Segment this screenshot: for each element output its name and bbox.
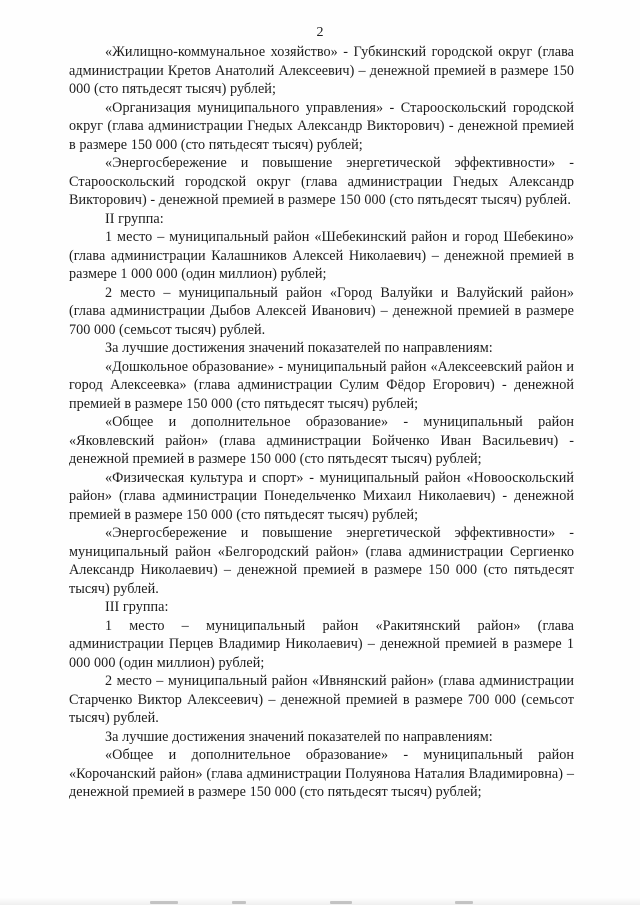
scan-artifact-mark [150, 901, 178, 904]
scan-artifact-mark [232, 901, 246, 904]
paragraph-general-education-yakovlevsky: «Общее и дополнительное образование» - муниципальный район «Яковлевский район» (глава администрации Бойченко Иван Васильевич) - денежной премией в размере 150 000 (сто пятьдесят тысяч) рублей; [69, 414, 574, 467]
paragraph-physical-culture-sport: «Физическая культура и спорт» - муниципальный район «Новооскольский район» (глава администрации Понедельченко Михаил Николаевич) - денежной премией в размере 150 000 (сто пятьдесят тысяч) рублей; [69, 469, 574, 523]
paragraph-housing-utilities: «Жилищно-коммунальное хозяйство» - Губкинский городской округ (глава администрации Кретов Анатолий Алексеевич) – денежной премией в размере 150 000 (сто пятьдесят тысяч) рублей; [69, 44, 574, 97]
paragraph-general-education-korocha: «Общее и дополнительное образование» - муниципальный район «Корочанский район» (глава администрации Полуянова Наталия Владимировна) – денежной премией в размере 150 000 (сто пятьдесят тысяч) рублей; [69, 747, 574, 800]
paragraph-group-2-place-1: 1 место – муниципальный район «Шебекинский район и город Шебекино» (глава администрации Калашников Алексей Николаевич) – денежной премией в размере 1 000 000 (один миллион) рублей; [69, 229, 574, 282]
document-body [69, 43, 574, 802]
paragraph-group-2-achievements-intro: За лучшие достижения значений показателей по направлениям: [105, 340, 493, 356]
paragraph-municipal-management: «Организация муниципального управления» - Старооскольский городской округ (глава администрации Гнедых Александр Викторович) - денежной премией в размере 150 000 (сто пятьдесят тысяч) рублей; [69, 99, 574, 153]
heading-group-2: II группа: [105, 210, 164, 227]
heading-group-3: III группа: [105, 599, 169, 615]
paragraph-group-2-place-2: 2 место – муниципальный район «Город Валуйки и Валуйский район» (глава администрации Дыбов Алексей Иванович) – денежной премией в размере 700 000 (семьсот тысяч) рублей. [69, 284, 574, 338]
paragraph-group-3-achievements-intro: За лучшие достижения значений показателей по направлениям: [105, 728, 493, 745]
paragraph-preschool-education: «Дошкольное образование» - муниципальный район «Алексеевский район и город Алексеевка» (глава администрации Сулим Фёдор Егорович) - денежной премией в размере 150 000 (сто пятьдесят тысяч) рублей; [69, 358, 574, 412]
paragraph-group-3-place-1: 1 место – муниципальный район «Ракитянский район» (глава администрации Перцев Владимир Николаевич) – денежной премией в размере 1 000 000 (один миллион) рублей; [69, 617, 574, 671]
paragraph-group-3-place-2: 2 место – муниципальный район «Ивнянский район» (глава администрации Старченко Виктор Алексеевич) – денежной премией в размере 700 000 (семьсот тысяч) рублей. [69, 673, 574, 726]
scan-artifact-mark [330, 901, 352, 904]
scan-bottom-edge [0, 897, 640, 905]
scan-artifact-mark [455, 901, 473, 904]
paragraph-energy-saving-belgorod: «Энергосбережение и повышение энергетической эффективности» - муниципальный район «Белгородский район» (глава администрации Сергиенко Александр Николаевич) – денежной премией в размере 150 000 (сто пятьдесят тысяч) рублей. [69, 525, 574, 597]
paragraph-energy-saving-stary-oskol: «Энергосбережение и повышение энергетической эффективности» - Старооскольский городской округ (глава администрации Гнедых Александр Викторович) - денежной премией в размере 150 000 (сто пятьдесят тысяч) рублей. [69, 155, 574, 208]
page-number: 2 [316, 25, 324, 40]
